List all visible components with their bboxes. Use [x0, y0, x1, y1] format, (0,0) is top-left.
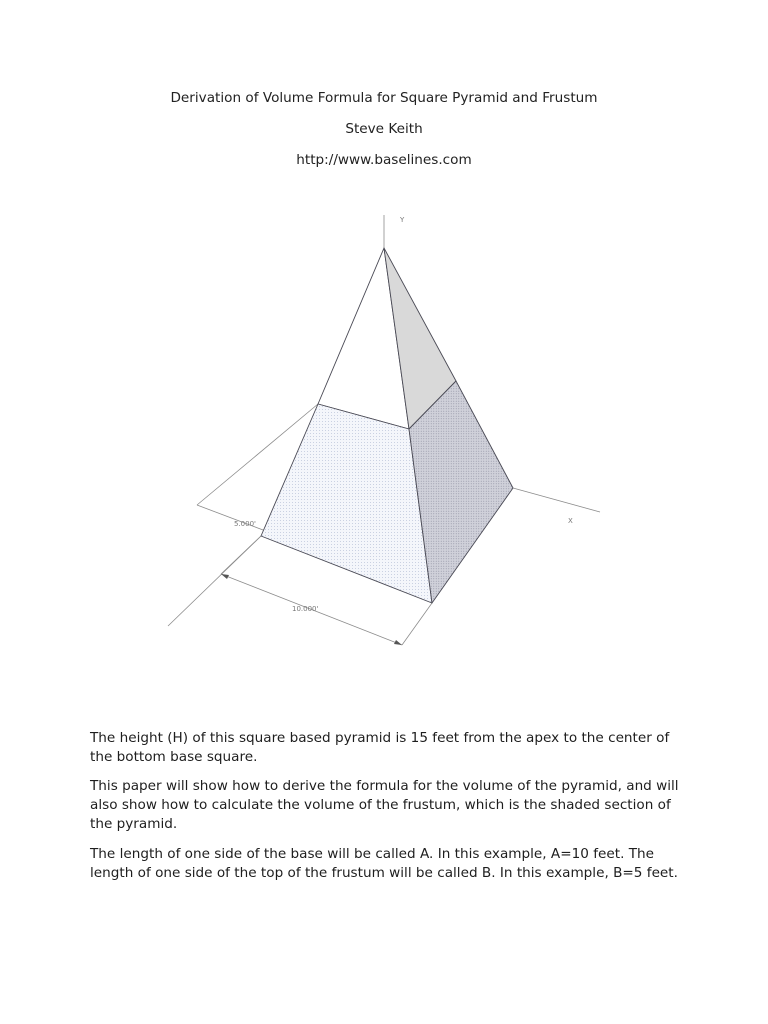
- document-title: Derivation of Volume Formula for Square Pyramid and Frustum: [170, 90, 598, 106]
- y-axis-label: Y: [400, 216, 405, 224]
- dim-extension-base-left: [221, 536, 261, 574]
- pyramid-faces: [261, 248, 513, 603]
- pyramid-diagram: [0, 200, 768, 670]
- dim-extension-base-right: [402, 603, 432, 645]
- arrow-base-left: [221, 574, 229, 579]
- arrow-base-right: [394, 640, 402, 645]
- base-dimension-label: 10.000': [292, 605, 319, 613]
- x-axis-line: [513, 488, 600, 512]
- author-url: http://www.baselines.com: [296, 152, 472, 168]
- paragraph-height: The height (H) of this square based pyramid is 15 feet from the apex to the center of the bottom base square.: [90, 730, 670, 765]
- paragraph-purpose: This paper will show how to derive the formula for the volume of the pyramid, and will also show how to calculate the volume of the frustum, which is the shaded section of the pyramid.: [90, 778, 679, 832]
- author-name: Steve Keith: [345, 121, 423, 137]
- frustum-left-face: [261, 404, 432, 603]
- pyramid-figure: [0, 200, 768, 670]
- x-axis-label: X: [568, 517, 573, 525]
- paragraph-definitions: The length of one side of the base will be called A. In this example, A=10 feet. The length of one side of the top of the frustum will be called B. In this example, B=5 feet.: [90, 846, 678, 881]
- top-dimension-label: 5.000': [234, 520, 256, 528]
